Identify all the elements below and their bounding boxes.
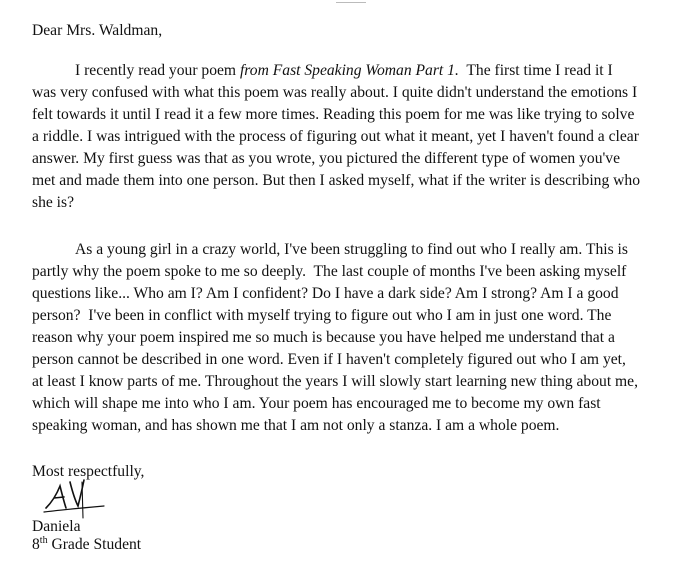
paragraph1-line3: felt towards it until I read it a few more times. Reading this poem for me was like trying to solve (32, 106, 635, 123)
paragraph1-line7: she is? (32, 194, 75, 211)
paragraph2-line6: person cannot be described in one word. Even if I haven't completely figured out who I am yet, (32, 351, 626, 368)
paragraph2-line3: questions like... Who am I? Am I confident? Do I have a dark side? Am I strong? Am I a good (32, 285, 619, 302)
paragraph2-line9: speaking woman, and has shown me that I am not only a stanza. I am a whole poem. (32, 417, 560, 434)
top-scan-mark (336, 0, 366, 3)
paragraph2-line7: at least I know parts of me. Throughout the years I will slowly start learning new thing about me, (32, 373, 639, 390)
paragraph1-line2: was very confused with what this poem was really about. I quite didn't understand the emotions I (32, 84, 638, 101)
salutation: Dear Mrs. Waldman, (32, 22, 163, 39)
poem-title: from Fast Speaking Woman Part 1. (239, 62, 459, 79)
closing: Most respectfully, (32, 463, 145, 480)
paragraph2-line1: As a young girl in a crazy world, I've been struggling to find out who I really am. This is (75, 241, 628, 258)
grade-rest: Grade Student (47, 536, 142, 553)
signer-grade (32, 533, 141, 557)
paragraph1-line4: a riddle. I was intrigued with the process of figuring out what it meant, yet I haven't found a clear (32, 128, 639, 145)
handwritten-signature (42, 472, 106, 520)
paragraph2-line2: partly why the poem spoke to me so deeply. The last couple of months I've been asking myself (32, 263, 627, 280)
grade-number: 8 (32, 536, 40, 553)
paragraph2-line8: which will shape me into who I am. Your poem has encouraged me to become my own fast (32, 395, 601, 412)
paragraph1-line1 (75, 59, 613, 83)
paragraph2-line5: reason why your poem inspired me so much is because you have helped me understand that a (32, 329, 615, 346)
paragraph1-line6: met and made them into one person. But then I asked myself, what if the writer is describing who (32, 172, 641, 189)
signer-name: Daniela (32, 518, 81, 535)
grade-suffix: th (39, 534, 48, 546)
paragraph1-line5: answer. My first guess was that as you wrote, you pictured the different type of women you've (32, 150, 621, 167)
paragraph1-line1-before: I recently read your poem (75, 62, 240, 79)
paragraph2-line4: person? I've been in conflict with myself trying to figure out who I am in just one word. The (32, 307, 612, 324)
paragraph1-line1-after: The first time I read it I (458, 62, 613, 79)
